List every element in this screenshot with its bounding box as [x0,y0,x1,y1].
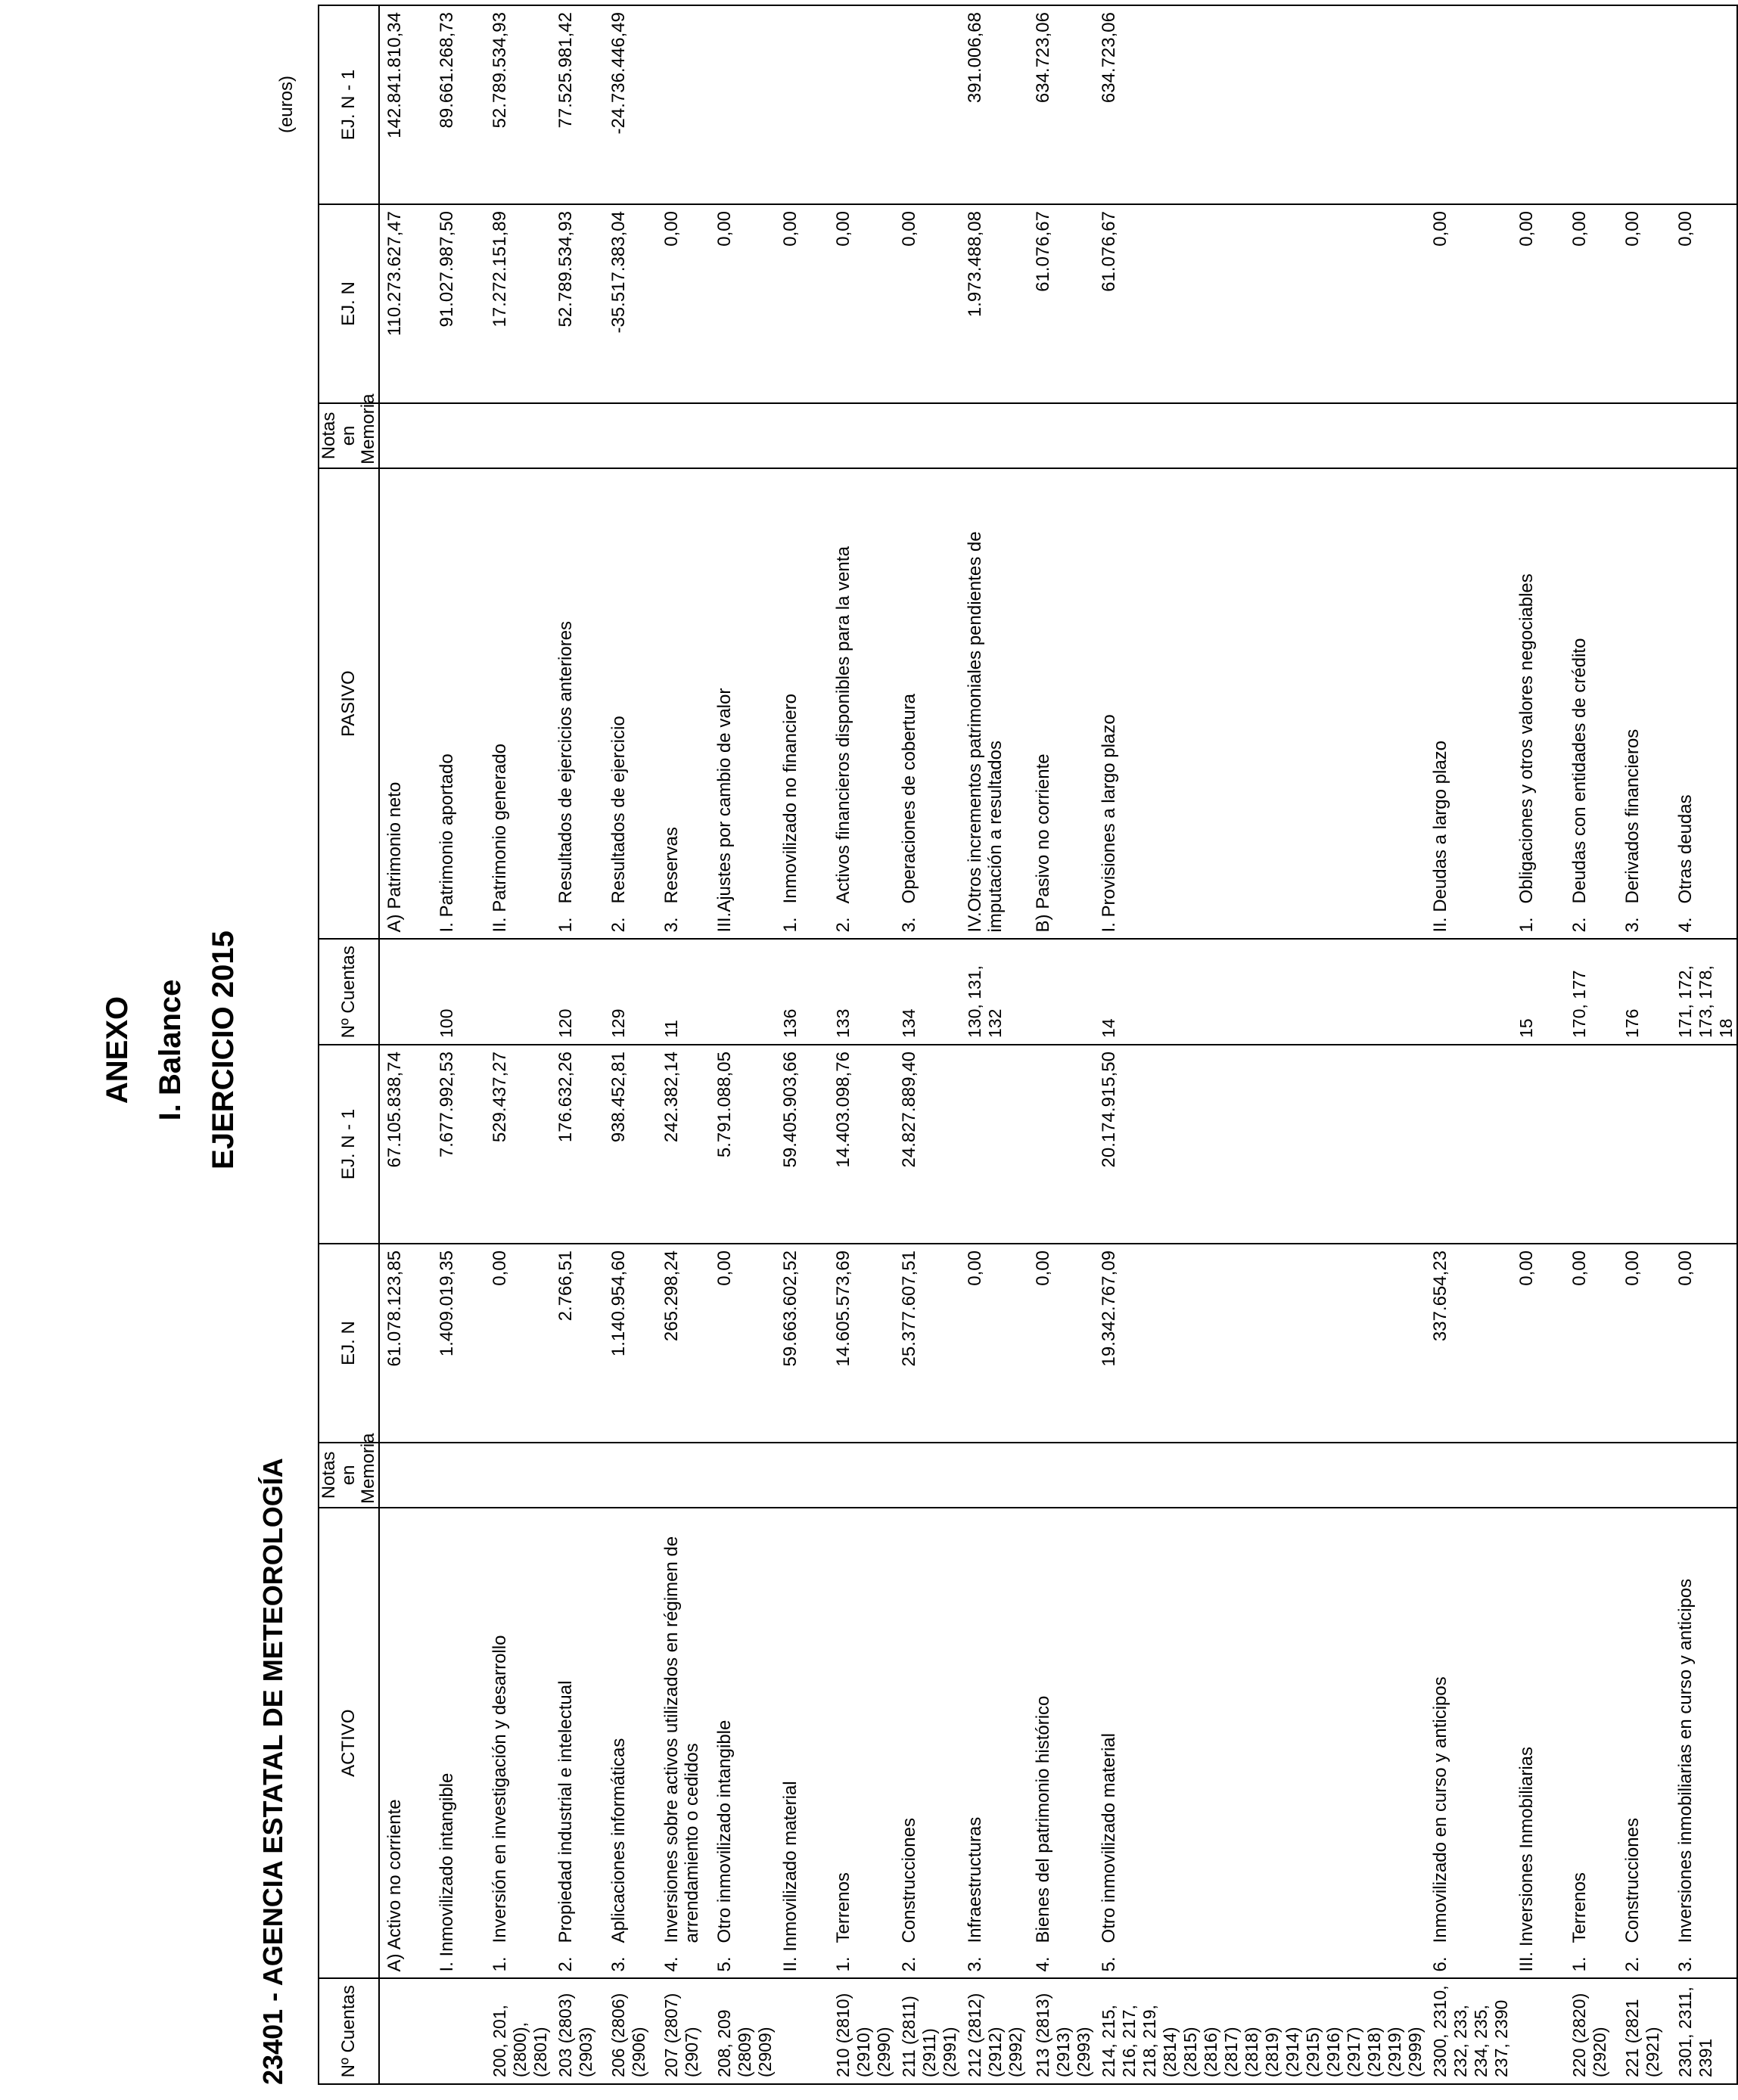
item-text: III. Inversiones Inmobiliarias [1516,1746,1537,1972]
table-row [485,5,551,2084]
pasivo-value-ej-n1 [776,5,829,204]
pasivo-value-ej-n: 110.273.627,47 [379,204,432,403]
item-text: Propiedad industrial e intelectual [555,1680,576,1943]
item-text: I. Provisiones a largo plazo [1099,714,1119,933]
pasivo-account-codes: 171, 172, 173, 178, 18 [1671,939,1737,1045]
activo-value-ej-n1 [1426,1045,1512,1244]
item-number: 2. [833,917,853,933]
pasivo-notes [710,403,776,468]
pasivo-label [1618,468,1671,940]
item-text: I. Inmovilizado intangible [437,1772,457,1972]
activo-account-codes: 203 (2803) (2903) [551,1978,604,2084]
table-row [710,5,776,2084]
pasivo-value-ej-n: 0,00 [1565,204,1618,403]
activo-account-codes: 2300, 2310, 232, 233, 234, 235, 237, 2390 [1426,1978,1512,2084]
item-text: II. Patrimonio generado [490,743,510,933]
activo-account-codes: 214, 215, 216, 217, 218, 219, (2814) (2815) (2816) (2817) (2818) (2819) (2914) (2915) (2916) (2917) (2918) (2919) (2999) [1094,1978,1426,2084]
pasivo-notes [1565,403,1618,468]
col-header-ej-n-activo: EJ. N [319,1244,379,1443]
pasivo-value-ej-n: 0,00 [776,204,829,403]
activo-notes [379,1443,432,1508]
activo-label [657,1508,710,1979]
pasivo-value-ej-n: 0,00 [1426,204,1512,403]
item-text: Otras deudas [1675,794,1696,904]
item-number: 1. [490,1956,510,1972]
item-text: II. Inmovilizado material [780,1781,801,1972]
item-number: 3. [608,1956,629,1972]
activo-value-ej-n1: 529.437,27 [485,1045,551,1244]
activo-value-ej-n: 0,00 [1028,1244,1094,1443]
item-text: Resultados de ejercicio [608,716,629,904]
table-row [1512,5,1565,2084]
pasivo-value-ej-n: 61.076,67 [1028,204,1094,403]
pasivo-account-codes: 11 [657,939,710,1045]
item-text: Aplicaciones informáticas [608,1738,629,1943]
pasivo-notes [1028,403,1094,468]
activo-account-codes: 221 (2821 (2921) [1618,1978,1671,2084]
pasivo-label [1671,468,1737,940]
pasivo-account-codes: 15 [1512,939,1565,1045]
item-text: Deudas con entidades de crédito [1569,638,1590,904]
activo-account-codes: 210 (2810) (2910) (2990) [829,1978,894,2084]
col-header-ej-n1-pasivo: EJ. N - 1 [319,5,379,204]
item-number: 4. [661,1956,682,1972]
table-row [1618,5,1671,2084]
activo-value-ej-n1: 24.827.889,40 [894,1045,960,1244]
item-number: 2. [555,1956,576,1972]
item-number: 2. [608,917,629,933]
pasivo-notes [379,403,432,468]
pasivo-notes [1426,403,1512,468]
col-header-pasivo: PASIVO [319,468,379,940]
pasivo-account-codes: 170, 177 [1565,939,1618,1045]
pasivo-value-ej-n1: -24.736.446,49 [604,5,657,204]
pasivo-value-ej-n1: 634.723,06 [1094,5,1426,204]
activo-notes [1565,1443,1618,1508]
activo-notes [829,1443,894,1508]
activo-label [1618,1508,1671,1979]
pasivo-label [1426,468,1512,940]
activo-value-ej-n: 1.140.954,60 [604,1244,657,1443]
activo-notes [1426,1443,1512,1508]
pasivo-label [604,468,657,940]
activo-value-ej-n1: 67.105.838,74 [379,1045,432,1244]
table-row [776,5,829,2084]
pasivo-label [551,468,604,940]
pasivo-value-ej-n1 [894,5,960,204]
item-text: Construcciones [1622,1818,1643,1943]
pasivo-account-codes [379,939,432,1045]
activo-value-ej-n: 0,00 [710,1244,776,1443]
pasivo-account-codes: 129 [604,939,657,1045]
activo-label [551,1508,604,1979]
pasivo-notes [657,403,710,468]
header-annex: ANEXO [101,996,134,1104]
table-header-row [319,5,379,2084]
activo-account-codes: 200, 201, (2800), (2801) [485,1978,551,2084]
item-number: 5. [1099,1956,1119,1972]
pasivo-label [1565,468,1618,940]
activo-label [379,1508,432,1979]
pasivo-value-ej-n: 0,00 [894,204,960,403]
pasivo-value-ej-n1 [829,5,894,204]
item-text: B) Pasivo no corriente [1033,753,1053,933]
activo-notes [776,1443,829,1508]
activo-notes [894,1443,960,1508]
item-number: 2. [1622,1956,1643,1972]
item-text: Inversiones inmobiliarias en curso y anticipos [1675,1578,1696,1943]
item-number: 3. [965,1956,985,1972]
pasivo-value-ej-n1 [1512,5,1565,204]
activo-notes [485,1443,551,1508]
table-row [960,5,1028,2084]
pasivo-value-ej-n: 0,00 [829,204,894,403]
table-row [379,5,432,2084]
pasivo-label [776,468,829,940]
activo-notes [1671,1443,1737,1508]
pasivo-label [710,468,776,940]
activo-account-codes: 208, 209 (2809) (2909) [710,1978,776,2084]
pasivo-label [485,468,551,940]
document-header [91,0,250,2100]
item-text: I. Patrimonio aportado [437,753,457,933]
item-number: 4. [1033,1956,1053,1972]
pasivo-value-ej-n1 [657,5,710,204]
activo-label [1426,1508,1512,1979]
activo-value-ej-n1 [1565,1045,1618,1244]
activo-label [894,1508,960,1979]
activo-value-ej-n1: 938.452,81 [604,1045,657,1244]
item-text: Otro inmovilizado material [1099,1733,1119,1943]
pasivo-value-ej-n1 [710,5,776,204]
header-fiscal-year: EJERCICIO 2015 [207,930,240,1170]
pasivo-notes [432,403,485,468]
item-text: A) Patrimonio neto [384,781,405,933]
activo-value-ej-n: 0,00 [485,1244,551,1443]
activo-value-ej-n1: 7.677.992,53 [432,1045,485,1244]
activo-notes [551,1443,604,1508]
activo-notes [1094,1443,1426,1508]
activo-account-codes [379,1978,432,2084]
activo-label [1094,1508,1426,1979]
pasivo-notes [604,403,657,468]
activo-value-ej-n: 19.342.767,09 [1094,1244,1426,1443]
item-text: Terrenos [1569,1872,1590,1943]
pasivo-account-codes: 136 [776,939,829,1045]
pasivo-account-codes [1028,939,1094,1045]
balance-table [318,5,1738,2085]
col-header-activo: ACTIVO [319,1508,379,1979]
activo-value-ej-n1 [1671,1045,1737,1244]
activo-label [1028,1508,1094,1979]
activo-label [1565,1508,1618,1979]
pasivo-account-codes [1426,939,1512,1045]
pasivo-label [1512,468,1565,940]
pasivo-notes [485,403,551,468]
activo-value-ej-n: 2.766,51 [551,1244,604,1443]
table-row [829,5,894,2084]
item-number: 1. [555,917,576,933]
activo-value-ej-n: 0,00 [1565,1244,1618,1443]
table-row [1426,5,1512,2084]
pasivo-value-ej-n1: 142.841.810,34 [379,5,432,204]
activo-notes [432,1443,485,1508]
agency-name: 23401 - AGENCIA ESTATAL DE METEOROLOGÍA [257,1458,288,2085]
header-balance: I. Balance [154,979,187,1121]
pasivo-label [960,468,1028,940]
activo-value-ej-n1 [960,1045,1028,1244]
activo-value-ej-n: 337.654,23 [1426,1244,1512,1443]
table-row [657,5,710,2084]
pasivo-notes [551,403,604,468]
item-number: 3. [1622,917,1643,933]
pasivo-account-codes: 133 [829,939,894,1045]
activo-value-ej-n1 [1028,1045,1094,1244]
activo-account-codes [432,1978,485,2084]
table-row [551,5,604,2084]
item-text: Inmovilizado no financiero [780,693,801,904]
activo-value-ej-n1 [1512,1045,1565,1244]
activo-account-codes [776,1978,829,2084]
table-body [379,5,1737,2084]
item-text: II. Deudas a largo plazo [1430,740,1450,933]
item-text: IV.Otros incrementos patrimoniales pendientes de imputación a resultados [965,531,1006,933]
item-text: Construcciones [899,1818,919,1943]
activo-value-ej-n1 [1618,1045,1671,1244]
pasivo-notes [1512,403,1565,468]
pasivo-label [379,468,432,940]
pasivo-account-codes: 176 [1618,939,1671,1045]
table-row [1094,5,1426,2084]
activo-value-ej-n: 0,00 [1512,1244,1565,1443]
table-row [894,5,960,2084]
item-text: Otro inmovilizado intangible [714,1719,735,1943]
activo-label [1671,1508,1737,1979]
pasivo-value-ej-n: 0,00 [657,204,710,403]
pasivo-value-ej-n1 [1426,5,1512,204]
activo-value-ej-n1: 14.403.098,76 [829,1045,894,1244]
pasivo-label [1094,468,1426,940]
pasivo-value-ej-n: 17.272.151,89 [485,204,551,403]
activo-label [829,1508,894,1979]
pasivo-account-codes: 134 [894,939,960,1045]
item-number: 3. [899,917,919,933]
pasivo-value-ej-n: 52.789.534,93 [551,204,604,403]
activo-label [604,1508,657,1979]
activo-value-ej-n1: 176.632,26 [551,1045,604,1244]
item-text: Bienes del patrimonio histórico [1033,1695,1053,1943]
pasivo-value-ej-n: -35.517.383,04 [604,204,657,403]
pasivo-notes [894,403,960,468]
pasivo-notes [829,403,894,468]
activo-notes [1512,1443,1565,1508]
pasivo-value-ej-n: 0,00 [710,204,776,403]
pasivo-account-codes: 130, 131, 132 [960,939,1028,1045]
pasivo-notes [776,403,829,468]
currency-unit: (euros) [276,76,297,134]
item-number: 1. [780,917,801,933]
activo-notes [657,1443,710,1508]
item-text: Obligaciones y otros valores negociables [1516,573,1537,904]
pasivo-label [894,468,960,940]
pasivo-value-ej-n1: 77.525.981,42 [551,5,604,204]
table-row [1565,5,1618,2084]
item-number: 2. [1569,917,1590,933]
item-number: 1. [1569,1956,1590,1972]
pasivo-notes [1618,403,1671,468]
pasivo-value-ej-n1: 391.006,68 [960,5,1028,204]
item-text: Infraestructuras [965,1816,985,1943]
item-text: Derivados financieros [1622,728,1643,904]
activo-notes [1028,1443,1094,1508]
activo-notes [960,1443,1028,1508]
activo-value-ej-n: 0,00 [1618,1244,1671,1443]
col-header-notes-pasivo: Notas en Memoria [319,403,379,468]
item-number: 1. [833,1956,853,1972]
activo-value-ej-n: 61.078.123,85 [379,1244,432,1443]
table-row [432,5,485,2084]
pasivo-account-codes [710,939,776,1045]
pasivo-notes [960,403,1028,468]
item-text: Inversión en investigación y desarrollo [490,1635,510,1943]
pasivo-account-codes [485,939,551,1045]
activo-value-ej-n1: 242.382,14 [657,1045,710,1244]
item-number: 2. [899,1956,919,1972]
pasivo-account-codes: 100 [432,939,485,1045]
item-text: Inmovilizado en curso y anticipos [1430,1676,1450,1943]
col-header-accounts-activo: Nº Cuentas [319,1978,379,2084]
activo-notes [604,1443,657,1508]
item-text: Reservas [661,827,682,904]
activo-label [432,1508,485,1979]
activo-account-codes: 220 (2820) (2920) [1565,1978,1618,2084]
item-text: III.Ajustes por cambio de valor [714,688,735,933]
pasivo-value-ej-n: 0,00 [1618,204,1671,403]
activo-account-codes: 211 (2811) (2911) (2991) [894,1978,960,2084]
col-header-accounts-pasivo: Nº Cuentas [319,939,379,1045]
activo-notes [710,1443,776,1508]
pasivo-label [1028,468,1094,940]
activo-value-ej-n: 14.605.573,69 [829,1244,894,1443]
table-row [1028,5,1094,2084]
pasivo-value-ej-n1: 634.723,06 [1028,5,1094,204]
item-text: Terrenos [833,1872,853,1943]
activo-label [1512,1508,1565,1979]
pasivo-notes [1094,403,1426,468]
item-number: 6. [1430,1956,1450,1972]
pasivo-value-ej-n: 91.027.987,50 [432,204,485,403]
activo-label [710,1508,776,1979]
activo-value-ej-n1: 20.174.915,50 [1094,1045,1426,1244]
table-row [1671,5,1737,2084]
col-header-ej-n-pasivo: EJ. N [319,204,379,403]
activo-value-ej-n: 1.409.019,35 [432,1244,485,1443]
activo-account-codes: 213 (2813) (2913) (2993) [1028,1978,1094,2084]
pasivo-value-ej-n1: 52.789.534,93 [485,5,551,204]
item-text: Activos financieros disponibles para la venta [833,546,853,904]
table-row [604,5,657,2084]
pasivo-value-ej-n1 [1618,5,1671,204]
activo-value-ej-n1: 59.405.903,66 [776,1045,829,1244]
pasivo-notes [1671,403,1737,468]
activo-account-codes [1512,1978,1565,2084]
activo-label [960,1508,1028,1979]
activo-value-ej-n: 0,00 [960,1244,1028,1443]
pasivo-account-codes: 120 [551,939,604,1045]
item-number: 5. [714,1956,735,1972]
pasivo-account-codes: 14 [1094,939,1426,1045]
activo-value-ej-n1: 5.791.088,05 [710,1045,776,1244]
activo-value-ej-n: 265.298,24 [657,1244,710,1443]
pasivo-value-ej-n1 [1671,5,1737,204]
pasivo-label [657,468,710,940]
activo-label [485,1508,551,1979]
pasivo-label [432,468,485,940]
item-text: A) Activo no corriente [384,1799,405,1972]
col-header-notes-activo: Notas en Memoria [319,1443,379,1508]
pasivo-value-ej-n: 0,00 [1512,204,1565,403]
pasivo-value-ej-n1: 89.661.268,73 [432,5,485,204]
item-number: 3. [661,917,682,933]
activo-account-codes: 212 (2812) (2912) (2992) [960,1978,1028,2084]
activo-account-codes: 207 (2807) (2907) [657,1978,710,2084]
col-header-ej-n1-activo: EJ. N - 1 [319,1045,379,1244]
activo-value-ej-n: 25.377.607,51 [894,1244,960,1443]
pasivo-label [829,468,894,940]
activo-account-codes: 2301, 2311, 2391 [1671,1978,1737,2084]
item-number: 3. [1675,1956,1696,1972]
item-number: 4. [1675,917,1696,933]
activo-label [776,1508,829,1979]
activo-notes [1618,1443,1671,1508]
pasivo-value-ej-n: 0,00 [1671,204,1737,403]
activo-value-ej-n: 59.663.602,52 [776,1244,829,1443]
pasivo-value-ej-n: 1.973.488,08 [960,204,1028,403]
item-number: 1. [1516,917,1537,933]
pasivo-value-ej-n1 [1565,5,1618,204]
item-text: Operaciones de cobertura [899,693,919,904]
item-text: Inversiones sobre activos utilizados en régimen de arrendamiento o cedidos [661,1536,702,1943]
item-text: Resultados de ejercicios anteriores [555,620,576,904]
activo-account-codes: 206 (2806) (2906) [604,1978,657,2084]
activo-value-ej-n: 0,00 [1671,1244,1737,1443]
pasivo-value-ej-n: 61.076,67 [1094,204,1426,403]
